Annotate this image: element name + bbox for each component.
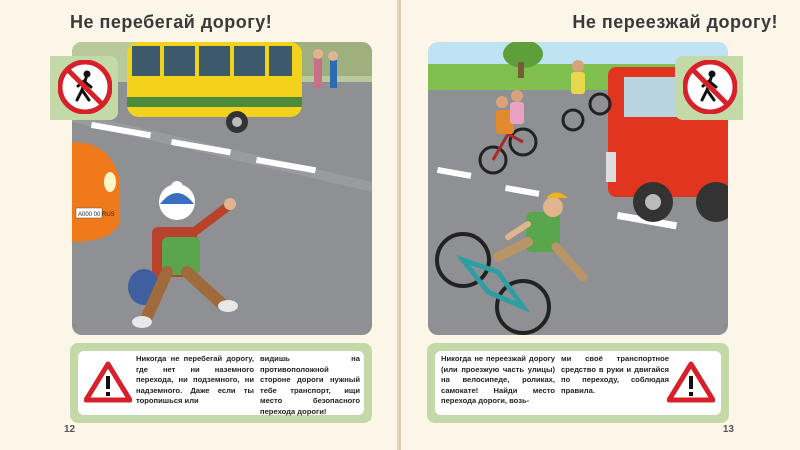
right-rule-box xyxy=(427,343,729,423)
right-page-title: Не переезжай дорогу! xyxy=(572,12,778,32)
no-pedestrians-sign-icon xyxy=(683,60,737,114)
left-rule-content xyxy=(78,351,364,415)
left-page-title: Не перебегай дорогу! xyxy=(70,12,273,32)
car-license-plate: А000 00 RUS xyxy=(78,212,115,218)
right-rule-text-col1: Никогда не переезжай дорогу (или проезжую часть улицы) на велосипеде, роликах, самокате! Найди место перехода дороги, возь- xyxy=(441,354,555,405)
right-page-number: 13 xyxy=(722,424,734,435)
right-rule-content xyxy=(435,351,721,415)
left-page-number: 12 xyxy=(64,424,76,435)
left-rule-text-col2: видишь на противоположной стороне дороги нужный тебе транспорт, ищи место безопасного перехода дороги! xyxy=(260,354,360,416)
warning-triangle-icon xyxy=(667,361,715,403)
right-page xyxy=(401,0,800,450)
warning-triangle-icon xyxy=(84,361,132,403)
left-sign-plate xyxy=(50,56,118,120)
left-rule-box xyxy=(70,343,372,423)
no-pedestrians-sign-icon xyxy=(58,60,112,114)
left-rule-text-col1: Никогда не перебегай дорогу, где нет ни наземного перехода, ни подземного, ни надземного. Даже если ты торопишься или xyxy=(136,354,254,405)
right-sign-plate xyxy=(675,56,743,120)
right-rule-text-col2: ми своё транспортное средство в руки и двигайся по переходу, соблюдая правила. xyxy=(561,354,669,395)
left-page xyxy=(0,0,399,450)
